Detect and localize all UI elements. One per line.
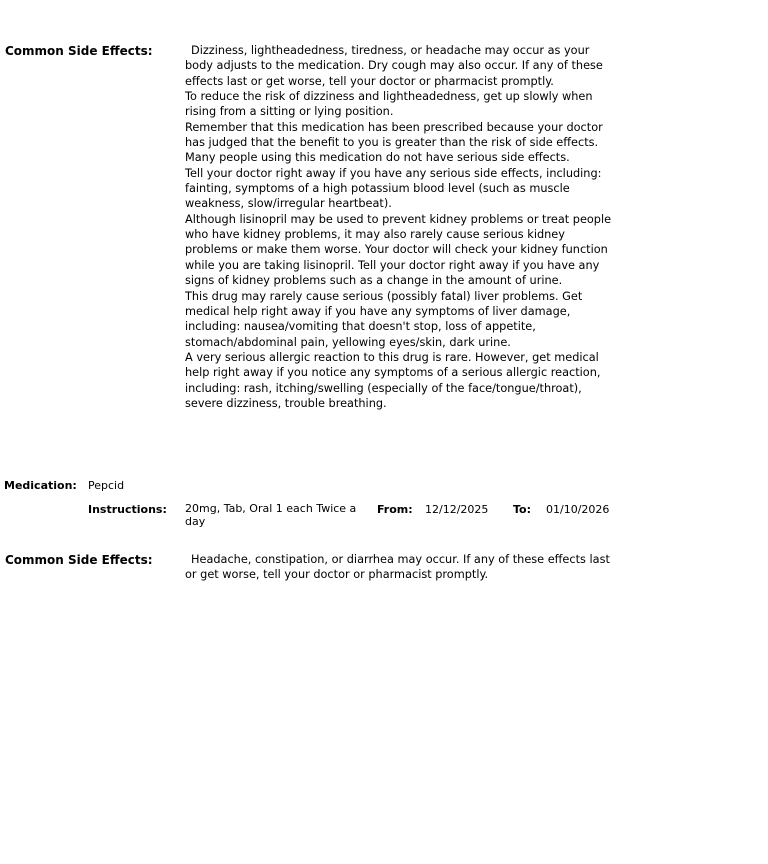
side-effects-text (185, 43, 613, 411)
from-label: From: (377, 503, 413, 516)
side-effects-paragraph: Headache, constipation, or diarrhea may occur. If any of these effects last or get worse, tell your doctor or pharmacist promptly. (185, 553, 610, 582)
side-effects-paragraph: This drug may rarely cause serious (possibly fatal) liver problems. Get medical help right away if you have any symptoms of liver damage, including: nausea/vomiting that doesn't stop, loss of appetite, stomach/abdominal pain, yellowing eyes/skin, dark urine. (185, 289, 583, 349)
side-effects-text (185, 552, 613, 583)
side-effects-paragraph: Tell your doctor right away if you have any serious side effects, including: fainting, symptoms of a high potassium blood level (such as muscle weakness, slow/irregular heartbeat). (185, 166, 602, 211)
side-effects-paragraph: To reduce the risk of dizziness and lightheadedness, get up slowly when rising from a sitting or lying position. (185, 90, 593, 119)
to-label: To: (513, 503, 531, 516)
from-date: 12/12/2025 (425, 503, 489, 516)
side-effects-paragraph: Dizziness, lightheadedness, tiredness, or headache may occur as your body adjusts to the medication. Dry cough may also occur. If any of these effects last or get worse, tell your doctor or pharmacist promptly. (185, 44, 603, 88)
medication-label: Medication: (4, 479, 77, 492)
side-effects-paragraph: Although lisinopril may be used to prevent kidney problems or treat people who have kidney problems, it may also rarely cause serious kidney problems or make them worse. Your doctor will check your kidney function while you are taking lisinopril. Tell your doctor right away if you have any signs of kidney problems such as a change in the amount of urine. (185, 212, 612, 288)
side-effects-paragraph: A very serious allergic reaction to this drug is rare. However, get medical help right away if you notice any symptoms of a serious allergic reaction, including: rash, itching/swelling (especially of the face/tongue/throat), severe dizziness, trouble breathing. (185, 350, 601, 410)
side-effects-label: Common Side Effects: (5, 553, 153, 567)
to-date: 01/10/2026 (546, 503, 610, 516)
instructions-label: Instructions: (88, 503, 167, 516)
instructions-value: 20mg, Tab, Oral 1 each Twice a day (185, 502, 357, 528)
medication-name: Pepcid (88, 479, 125, 492)
side-effects-label: Common Side Effects: (5, 44, 153, 58)
side-effects-paragraph: Remember that this medication has been prescribed because your doctor has judged that the benefit to you is greater than the risk of side effects. Many people using this medication do not have serious side effects. (185, 120, 603, 165)
